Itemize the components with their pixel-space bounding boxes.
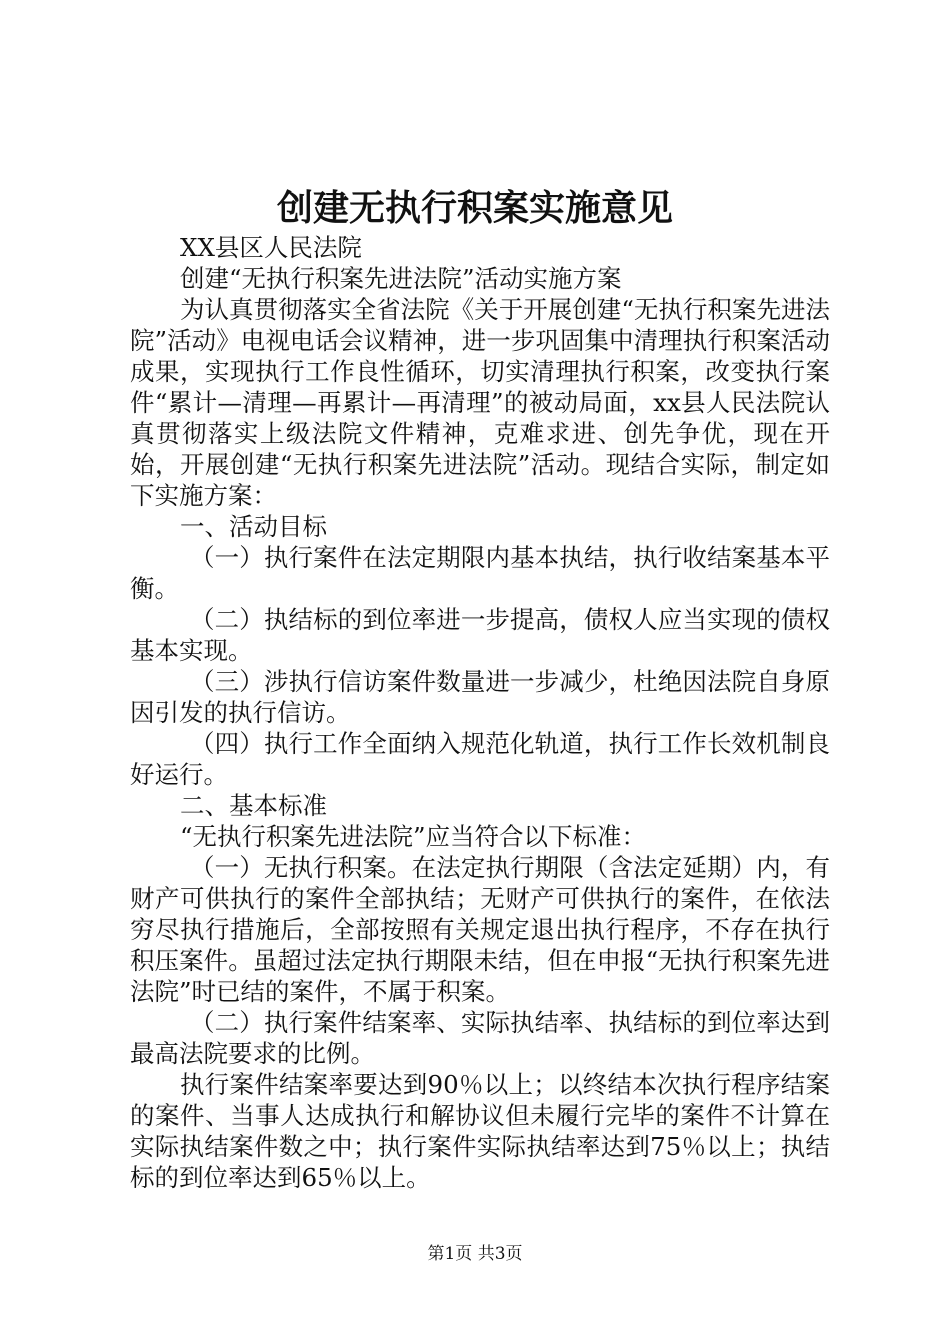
- section-heading-goals: 一、活动目标: [180, 512, 327, 541]
- goal-item-3: （三）涉执行信访案件数量进一步减少，杜绝因法院自身原因引发的执行信访。: [130, 667, 830, 727]
- document-body: [130, 232, 830, 1193]
- standard-item-1: （一）无执行积案。在法定执行期限（含法定延期）内，有财产可供执行的案件全部执结；无财产可供执行的案件，在依法穷尽执行措施后，全部按照有关规定退出执行程序，不存在执行积压案件。虽超过法定执行期限未结，但在申报“无执行积案先进法院”时已结的案件，不属于积案。: [130, 853, 830, 1006]
- standard-rates-paragraph: 执行案件结案率要达到90％以上；以终结本次执行程序结案的案件、当事人达成执行和解协议但未履行完毕的案件不计算在实际执结案件数之中；执行案件实际执结率达到75％以上；执结标的到位率达到65％以上。: [130, 1070, 830, 1192]
- goal-item-1: （一）执行案件在法定期限内基本执结，执行收结案基本平衡。: [130, 543, 830, 603]
- document-title: 创建无执行积案实施意见: [276, 187, 673, 229]
- standards-intro: “无执行积案先进法院”应当符合以下标准：: [180, 822, 647, 851]
- page-footer: 第1页 共3页: [427, 1244, 523, 1264]
- court-name: XX县区人民法院: [180, 233, 362, 262]
- plan-subtitle: 创建“无执行积案先进法院”活动实施方案: [180, 264, 622, 293]
- goal-item-2: （二）执结标的到位率进一步提高，债权人应当实现的债权基本实现。: [130, 605, 830, 665]
- intro-paragraph: 为认真贯彻落实全省法院《关于开展创建“无执行积案先进法院”活动》电视电话会议精神，进一步巩固集中清理执行积案活动成果，实现执行工作良性循环，切实清理执行积案，改变执行案件“累计—清理—再累计—再清理”的被动局面，xx县人民法院认真贯彻落实上级法院文件精神，克难求进、创先争优，现在开始，开展创建“无执行积案先进法院”活动。现结合实际，制定如下实施方案：: [130, 295, 830, 510]
- section-heading-standards: 二、基本标准: [180, 791, 327, 820]
- standard-item-2: （二）执行案件结案率、实际执结率、执结标的到位率达到最高法院要求的比例。: [130, 1008, 830, 1068]
- goal-item-4: （四）执行工作全面纳入规范化轨道，执行工作长效机制良好运行。: [130, 729, 830, 789]
